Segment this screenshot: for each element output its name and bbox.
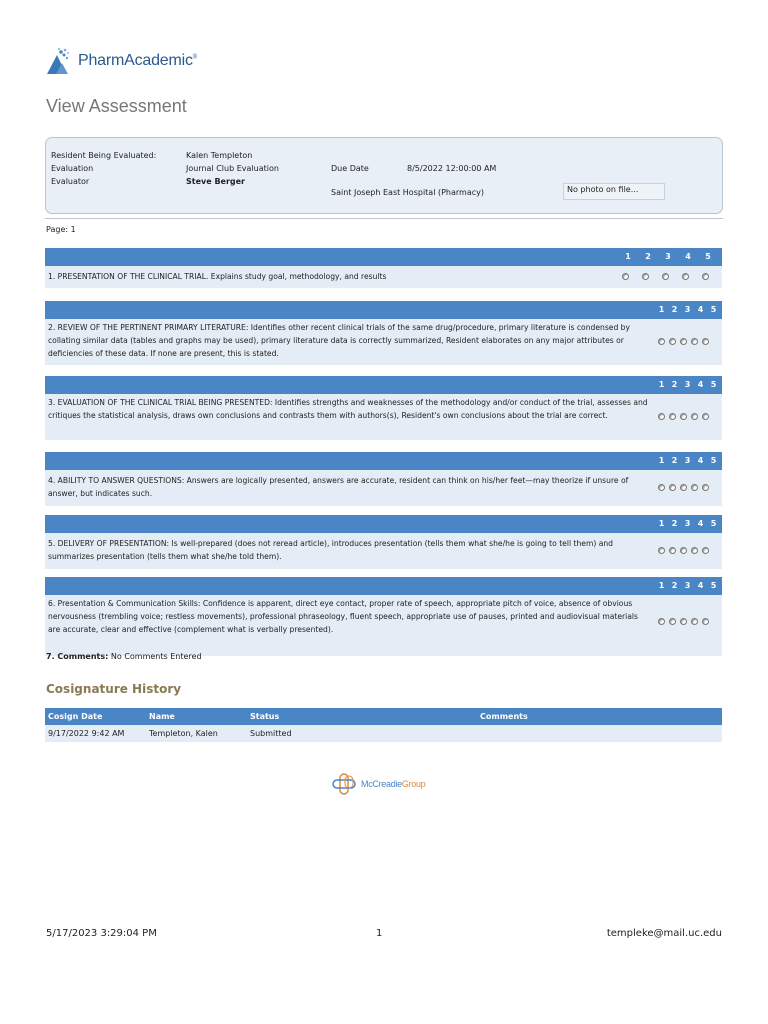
scale-3: 3 [665,252,671,261]
scale-3: 3 [684,380,691,389]
rating-scale-header [45,577,722,595]
resident-label: Resident Being Evaluated: [51,151,157,160]
question-text: 5. DELIVERY OF PRESENTATION: Is well-prepared (does not reread article), introduces presentation (tells them what she/he is going to tell them) and summarizes presentation (tells them what she/he told them). [48,539,614,561]
footer-datetime: 5/17/2023 3:29:04 PM [46,928,157,939]
scale-2: 2 [671,380,678,389]
question-block-3 [45,376,722,440]
scale-4: 4 [697,305,704,314]
question-text: 1. PRESENTATION OF THE CLINICAL TRIAL. Explains study goal, methodology, and results [48,272,387,281]
question-text: 6. Presentation & Communication Skills: Confidence is apparent, direct eye contact, proper rate of speech, appropriate pitch of voice, absence of obvious nervousness (trembling voice; restless movements), professional phraseology, fluent speech, appropriate use of pauses, printed and audiovisual materials are accurate, clear and effective (complement what is verbally presented). [48,599,638,634]
scale-1: 1 [658,456,665,465]
rating-radio-5[interactable] [702,547,709,554]
scale-1: 1 [658,581,665,590]
scale-3: 3 [684,519,691,528]
cell-name: Templeton, Kalen [149,729,218,738]
rating-radio-3[interactable] [680,547,687,554]
question-block-1 [45,248,722,288]
rating-radio-1[interactable] [622,273,629,280]
scale-5: 5 [710,581,717,590]
scale-1: 1 [625,252,631,261]
cosignature-title: Cosignature History [46,682,182,696]
scale-5: 5 [705,252,711,261]
scale-3: 3 [684,456,691,465]
rating-scale-header [45,376,722,394]
due-date-label: Due Date [331,164,369,173]
rating-radio-4[interactable] [682,273,689,280]
question-block-5 [45,515,722,569]
mccreadie-logo-text: McCreadieGroup [361,779,426,789]
scale-4: 4 [685,252,691,261]
photo-placeholder: No photo on file... [563,183,665,200]
scale-3: 3 [684,581,691,590]
scale-5: 5 [710,456,717,465]
scale-2: 2 [671,519,678,528]
page-label: Page: 1 [46,225,76,234]
rating-radio-1[interactable] [658,484,665,491]
rating-radio-1[interactable] [658,547,665,554]
rating-radio-2[interactable] [669,547,676,554]
rating-radio-2[interactable] [669,338,676,345]
evaluator-label: Evaluator [51,177,90,186]
rating-radio-5[interactable] [702,338,709,345]
rating-radio-4[interactable] [691,484,698,491]
comments-section [46,652,202,661]
scale-5: 5 [710,519,717,528]
rating-radio-3[interactable] [680,338,687,345]
footer-email: templeke@mail.uc.edu [606,928,722,939]
rating-radio-1[interactable] [658,338,665,345]
rating-radio-2[interactable] [642,273,649,280]
scale-4: 4 [697,456,704,465]
pharmacademic-logo [46,46,197,76]
scale-5: 5 [710,305,717,314]
comments-label: 7. Comments: [46,652,109,661]
rating-radio-3[interactable] [680,618,687,625]
rating-scale-header [45,515,722,533]
question-block-6 [45,577,722,656]
comments-value: No Comments Entered [110,652,202,661]
table-header [45,708,722,725]
rating-radio-1[interactable] [658,413,665,420]
page-title: View Assessment [46,96,187,116]
header-status: Status [250,712,280,721]
evaluation-value: Journal Club Evaluation [186,164,279,173]
rating-radio-3[interactable] [662,273,669,280]
footer-page-number: 1 [376,928,383,939]
cell-status: Submitted [250,729,292,738]
scale-5: 5 [710,380,717,389]
rating-radio-4[interactable] [691,618,698,625]
resident-value: Kalen Templeton [186,151,253,160]
question-text: 4. ABILITY TO ANSWER QUESTIONS: Answers are logically presented, answers are accurate, resident can think on his/her feet—may theorize if unsure of answer, but indicates such. [48,476,629,498]
scale-1: 1 [658,519,665,528]
header-comments: Comments [480,712,528,721]
scale-1: 1 [658,380,665,389]
assessment-info-panel [45,137,723,214]
rating-radio-5[interactable] [702,618,709,625]
scale-4: 4 [697,519,704,528]
header-cosign-date: Cosign Date [48,712,103,721]
rating-scale-header [45,301,722,319]
rating-radio-2[interactable] [669,413,676,420]
question-block-4 [45,452,722,506]
rating-radio-2[interactable] [669,484,676,491]
header-name: Name [149,712,175,721]
site-name: Saint Joseph East Hospital (Pharmacy) [331,188,484,197]
scale-4: 4 [697,380,704,389]
rating-radio-3[interactable] [680,484,687,491]
cosignature-table [45,708,722,742]
rating-radio-5[interactable] [702,273,709,280]
rating-radio-5[interactable] [702,484,709,491]
due-date-value: 8/5/2022 12:00:00 AM [407,164,497,173]
mccreadie-logo-icon [332,773,358,795]
brand-name: PharmAcademic® [78,52,198,69]
question-text: 3. EVALUATION OF THE CLINICAL TRIAL BEING PRESENTED: Identifies strengths and weaknesses of the methodology and/or conduct of the trial, assesses and critiques the statistical analysis, draws own conclusions and contrasts them with authors(s), Resident's own conclusions about the trial are correct. [48,398,648,420]
scale-2: 2 [645,252,651,261]
rating-radio-4[interactable] [691,547,698,554]
divider [45,218,723,219]
rating-scale-header [45,248,722,266]
cell-cosign-date: 9/17/2022 9:42 AM [48,729,125,738]
scale-3: 3 [684,305,691,314]
rating-radio-3[interactable] [680,413,687,420]
rating-radio-5[interactable] [702,413,709,420]
rating-radio-2[interactable] [669,618,676,625]
rating-radio-1[interactable] [658,618,665,625]
scale-2: 2 [671,305,678,314]
question-text: 2. REVIEW OF THE PERTINENT PRIMARY LITERATURE: Identifies other recent clinical trials of the same drug/procedure, primary literature is condensed by collating similar data (tables and graphs may be used), primary literature data is correctly summarized, Resident elaborates on any major attributes or deficiencies of these data. If none are present, this is stated. [48,323,630,358]
rating-scale-header [45,452,722,470]
scale-4: 4 [697,581,704,590]
pharmacademic-logo-icon [46,46,76,76]
question-block-2 [45,301,722,365]
rating-radio-4[interactable] [691,338,698,345]
scale-1: 1 [658,305,665,314]
rating-radio-4[interactable] [691,413,698,420]
table-row [45,725,722,742]
mccreadie-group-logo [332,773,425,795]
evaluation-label: Evaluation [51,164,94,173]
evaluator-value: Steve Berger [186,177,246,186]
scale-2: 2 [671,581,678,590]
scale-2: 2 [671,456,678,465]
